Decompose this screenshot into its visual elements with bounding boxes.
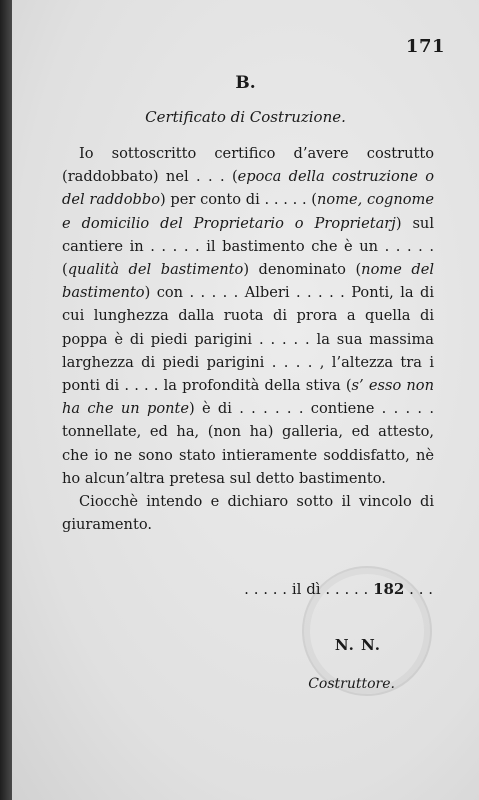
- italic-placeholder-text: qualità del bastimento: [67, 261, 244, 279]
- certificate-body: [62, 142, 434, 536]
- signer-role: Costruttore.: [308, 676, 395, 692]
- italic-placeholder-text: epoca della costruzione o del raddobbo: [62, 168, 434, 209]
- paragraph-oath: Ciocchè intendo e dichiaro sotto il vincolo di giuramento.: [62, 493, 434, 534]
- page-number: 171: [405, 36, 445, 57]
- body-text-segment: ) denominato (: [243, 261, 362, 279]
- body-text-segment: ) sul cantiere in . . . . . il bastimento che è un . . . . . (: [62, 214, 434, 279]
- body-text-segment: Io sottoscritto certifico d’avere costrutto (raddobbato) nel . . . (: [62, 145, 434, 186]
- paragraph-certification: [62, 142, 434, 490]
- book-gutter: [0, 0, 12, 800]
- date-line-prefix: . . . . . il dì . . . . .: [244, 580, 369, 598]
- document-title: Certificato di Costruzione.: [145, 108, 346, 126]
- section-letter: B.: [235, 73, 256, 93]
- body-text-segment: ) è di . . . . . . contiene . . . . . tonnellate, ed ha, (non ha) galleria, ed attesto, che io ne sono stato intieramente soddisfatto, nè ho alcun’altra pretesa sul detto bastimento.: [62, 400, 434, 487]
- signature-name: N. N.: [334, 636, 381, 654]
- date-line: [244, 580, 433, 598]
- italic-placeholder-text: s’ esso non ha che un ponte: [62, 377, 434, 418]
- body-text-segment: ) per conto di . . . . . (: [159, 191, 318, 209]
- date-line-year: 182: [373, 580, 405, 598]
- document-page: [12, 0, 479, 800]
- date-line-suffix: . . .: [409, 580, 433, 598]
- italic-placeholder-text: nome del bastimento: [62, 261, 434, 302]
- italic-placeholder-text: nome, cognome e domicilio del Proprietario o Proprietarj: [62, 191, 434, 232]
- body-text-segment: ) con . . . . . Alberi . . . . . Ponti, la di cui lunghezza dalla ruota di prora a quella di poppa è di piedi parigini . . . . . la sua massima larghezza di piedi parigini . . . . , l’altezza tra i ponti di . . . . la profondità della stiva (: [62, 284, 434, 395]
